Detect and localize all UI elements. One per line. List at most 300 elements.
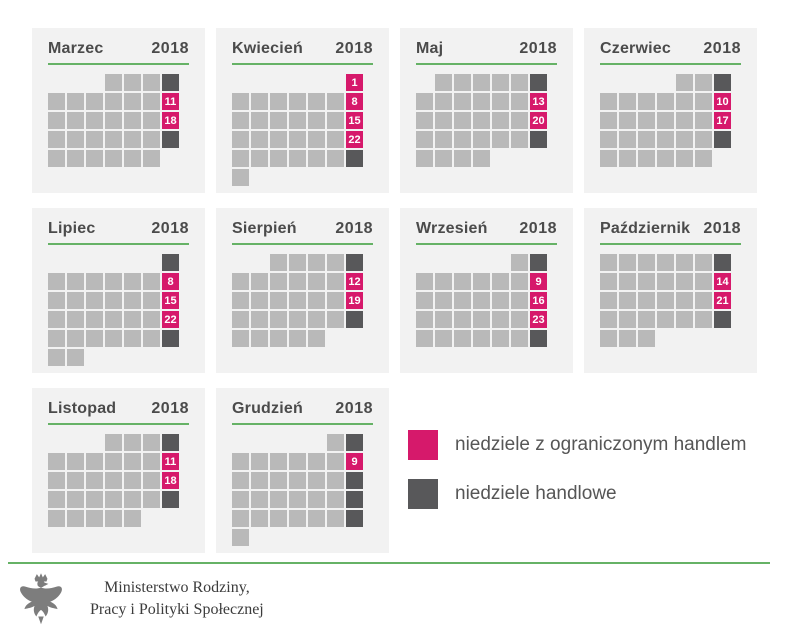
day-cell bbox=[657, 131, 674, 148]
day-cell bbox=[676, 112, 693, 129]
day-cell bbox=[619, 112, 636, 129]
day-cell bbox=[327, 453, 344, 470]
day-cell bbox=[289, 491, 306, 508]
calendar-week-row bbox=[600, 93, 741, 110]
sunday-restricted-cell: 16 bbox=[530, 292, 547, 309]
day-cell bbox=[600, 93, 617, 110]
calendar-week-row bbox=[232, 510, 373, 527]
day-cell bbox=[105, 131, 122, 148]
restricted-sunday-swatch-icon bbox=[408, 430, 438, 460]
day-cell bbox=[251, 131, 268, 148]
day-cell bbox=[48, 510, 65, 527]
day-cell bbox=[86, 453, 103, 470]
day-cell bbox=[492, 273, 509, 290]
day-cell bbox=[638, 131, 655, 148]
day-cell bbox=[492, 93, 509, 110]
day-cell bbox=[86, 131, 103, 148]
day-cell bbox=[695, 93, 712, 110]
day-cell bbox=[105, 112, 122, 129]
calendar-week-row bbox=[416, 93, 557, 110]
day-cell bbox=[619, 330, 636, 347]
sunday-restricted-cell: 10 bbox=[714, 93, 731, 110]
day-cell bbox=[143, 273, 160, 290]
sunday-restricted-cell: 8 bbox=[346, 93, 363, 110]
day-cell bbox=[251, 453, 268, 470]
day-cell bbox=[492, 74, 509, 91]
day-cell bbox=[289, 292, 306, 309]
day-cell bbox=[473, 292, 490, 309]
calendar-week-row bbox=[232, 453, 373, 470]
calendar-week-row bbox=[48, 150, 189, 167]
calendar-week-row bbox=[232, 93, 373, 110]
calendar-week-row bbox=[48, 510, 189, 527]
day-cell bbox=[695, 311, 712, 328]
day-cell bbox=[435, 273, 452, 290]
calendar-week-row bbox=[416, 74, 557, 91]
day-cell bbox=[251, 150, 268, 167]
day-cell bbox=[308, 491, 325, 508]
calendar-week-row bbox=[416, 273, 557, 290]
month-underline bbox=[232, 63, 373, 65]
sunday-restricted-cell: 18 bbox=[162, 112, 179, 129]
day-cell bbox=[251, 472, 268, 489]
month-year: 2018 bbox=[335, 40, 373, 57]
month-day-grid bbox=[416, 254, 557, 347]
day-cell bbox=[270, 292, 287, 309]
calendar-week-row bbox=[600, 74, 741, 91]
day-cell bbox=[86, 510, 103, 527]
day-cell bbox=[270, 472, 287, 489]
day-cell bbox=[600, 112, 617, 129]
sunday-restricted-cell: 9 bbox=[346, 453, 363, 470]
day-cell bbox=[416, 311, 433, 328]
day-cell bbox=[473, 330, 490, 347]
day-cell bbox=[416, 273, 433, 290]
month-header bbox=[48, 400, 189, 418]
day-cell bbox=[676, 93, 693, 110]
month-name: Październik bbox=[600, 220, 691, 237]
day-cell bbox=[105, 292, 122, 309]
day-cell bbox=[124, 472, 141, 489]
day-cell bbox=[124, 491, 141, 508]
month-header bbox=[600, 40, 741, 58]
footer-content bbox=[18, 572, 770, 626]
sunday-restricted-cell: 21 bbox=[714, 292, 731, 309]
day-cell bbox=[454, 330, 471, 347]
sunday-trading-cell bbox=[714, 131, 731, 148]
day-cell bbox=[289, 273, 306, 290]
day-cell bbox=[454, 112, 471, 129]
calendar-week-row bbox=[416, 131, 557, 148]
sunday-trading-cell bbox=[530, 254, 547, 271]
calendar-week-row bbox=[600, 112, 741, 129]
day-cell bbox=[232, 472, 249, 489]
day-cell bbox=[308, 292, 325, 309]
day-cell bbox=[105, 453, 122, 470]
day-cell bbox=[473, 311, 490, 328]
calendar-week-row bbox=[48, 131, 189, 148]
day-cell bbox=[327, 93, 344, 110]
day-cell bbox=[676, 273, 693, 290]
day-cell bbox=[105, 491, 122, 508]
day-cell bbox=[327, 510, 344, 527]
calendar-week-row bbox=[48, 74, 189, 91]
day-cell bbox=[232, 292, 249, 309]
calendar-week-row bbox=[232, 273, 373, 290]
day-cell bbox=[67, 93, 84, 110]
sunday-trading-cell bbox=[346, 434, 363, 451]
calendar-week-row bbox=[48, 330, 189, 347]
sunday-trading-cell bbox=[346, 472, 363, 489]
day-cell bbox=[416, 93, 433, 110]
day-cell bbox=[619, 131, 636, 148]
day-cell bbox=[638, 292, 655, 309]
day-cell bbox=[143, 131, 160, 148]
month-name: Kwiecień bbox=[232, 40, 303, 57]
ministry-name bbox=[90, 577, 264, 620]
day-cell bbox=[67, 349, 84, 366]
day-cell bbox=[270, 273, 287, 290]
month-card bbox=[400, 208, 573, 373]
month-day-grid bbox=[232, 434, 373, 546]
day-cell bbox=[308, 131, 325, 148]
day-cell bbox=[105, 330, 122, 347]
month-header bbox=[48, 220, 189, 238]
day-cell bbox=[143, 93, 160, 110]
day-cell bbox=[86, 150, 103, 167]
day-cell bbox=[600, 131, 617, 148]
day-cell bbox=[289, 510, 306, 527]
day-cell bbox=[676, 131, 693, 148]
day-cell bbox=[124, 93, 141, 110]
polish-eagle-emblem-icon bbox=[18, 572, 64, 626]
day-cell bbox=[676, 292, 693, 309]
day-cell bbox=[289, 112, 306, 129]
day-cell bbox=[232, 93, 249, 110]
month-underline bbox=[600, 63, 741, 65]
calendar-week-row bbox=[600, 330, 741, 347]
legend-restricted-label: niedziele z ograniczonym handlem bbox=[455, 434, 747, 455]
calendar-week-row bbox=[232, 330, 373, 347]
month-name: Lipiec bbox=[48, 220, 96, 237]
month-card bbox=[32, 208, 205, 373]
sunday-trading-cell bbox=[162, 330, 179, 347]
day-cell bbox=[473, 93, 490, 110]
day-cell bbox=[308, 472, 325, 489]
sunday-restricted-cell: 8 bbox=[162, 273, 179, 290]
day-cell bbox=[48, 150, 65, 167]
day-cell bbox=[48, 93, 65, 110]
day-cell bbox=[492, 292, 509, 309]
month-name: Marzec bbox=[48, 40, 104, 57]
day-cell bbox=[454, 150, 471, 167]
day-cell bbox=[232, 330, 249, 347]
calendar-week-row bbox=[232, 311, 373, 328]
sunday-trading-cell bbox=[162, 491, 179, 508]
day-cell bbox=[124, 131, 141, 148]
month-day-grid bbox=[232, 254, 373, 347]
day-cell bbox=[289, 311, 306, 328]
day-cell bbox=[638, 93, 655, 110]
day-cell bbox=[270, 131, 287, 148]
day-cell bbox=[251, 273, 268, 290]
calendar-week-row bbox=[232, 131, 373, 148]
day-cell bbox=[124, 273, 141, 290]
day-cell bbox=[435, 112, 452, 129]
day-cell bbox=[327, 491, 344, 508]
sunday-restricted-cell: 19 bbox=[346, 292, 363, 309]
day-cell bbox=[124, 510, 141, 527]
day-cell bbox=[124, 330, 141, 347]
day-cell bbox=[270, 93, 287, 110]
month-day-grid bbox=[416, 74, 557, 167]
month-day-grid bbox=[48, 434, 189, 527]
day-cell bbox=[251, 112, 268, 129]
day-cell bbox=[619, 150, 636, 167]
day-cell bbox=[511, 131, 528, 148]
day-cell bbox=[657, 254, 674, 271]
day-cell bbox=[67, 491, 84, 508]
month-day-grid bbox=[600, 254, 741, 347]
footer bbox=[8, 562, 770, 626]
day-cell bbox=[67, 150, 84, 167]
day-cell bbox=[48, 112, 65, 129]
day-cell bbox=[86, 330, 103, 347]
calendar-week-row bbox=[48, 434, 189, 451]
day-cell bbox=[600, 330, 617, 347]
day-cell bbox=[600, 150, 617, 167]
day-cell bbox=[600, 254, 617, 271]
sunday-restricted-cell: 23 bbox=[530, 311, 547, 328]
day-cell bbox=[600, 311, 617, 328]
day-cell bbox=[473, 74, 490, 91]
day-cell bbox=[511, 311, 528, 328]
day-cell bbox=[270, 112, 287, 129]
day-cell bbox=[86, 292, 103, 309]
calendar-week-row bbox=[600, 254, 741, 271]
month-card bbox=[400, 28, 573, 193]
trading-sunday-swatch-icon bbox=[408, 479, 438, 509]
month-day-grid bbox=[232, 74, 373, 186]
calendar-week-row bbox=[48, 292, 189, 309]
month-card bbox=[584, 28, 757, 193]
day-cell bbox=[67, 131, 84, 148]
legend-item-restricted bbox=[408, 430, 757, 460]
month-day-grid bbox=[48, 74, 189, 167]
day-cell bbox=[48, 453, 65, 470]
legend bbox=[408, 430, 757, 509]
calendar-week-row bbox=[600, 150, 741, 167]
day-cell bbox=[676, 311, 693, 328]
sunday-trading-cell bbox=[162, 74, 179, 91]
day-cell bbox=[695, 292, 712, 309]
sunday-restricted-cell: 9 bbox=[530, 273, 547, 290]
sunday-trading-cell bbox=[346, 311, 363, 328]
day-cell bbox=[86, 93, 103, 110]
month-year: 2018 bbox=[151, 40, 189, 57]
day-cell bbox=[454, 93, 471, 110]
calendar-week-row bbox=[416, 311, 557, 328]
month-name: Czerwiec bbox=[600, 40, 671, 57]
day-cell bbox=[619, 311, 636, 328]
day-cell bbox=[143, 74, 160, 91]
sunday-trading-cell bbox=[530, 74, 547, 91]
day-cell bbox=[327, 150, 344, 167]
day-cell bbox=[48, 330, 65, 347]
calendar-week-row bbox=[232, 74, 373, 91]
month-header bbox=[600, 220, 741, 238]
calendar-week-row bbox=[232, 292, 373, 309]
day-cell bbox=[67, 292, 84, 309]
day-cell bbox=[308, 311, 325, 328]
day-cell bbox=[105, 510, 122, 527]
day-cell bbox=[695, 112, 712, 129]
calendar-week-row bbox=[416, 330, 557, 347]
day-cell bbox=[232, 150, 249, 167]
day-cell bbox=[492, 112, 509, 129]
day-cell bbox=[638, 150, 655, 167]
day-cell bbox=[232, 510, 249, 527]
sunday-restricted-cell: 15 bbox=[346, 112, 363, 129]
day-cell bbox=[251, 510, 268, 527]
calendar-week-row bbox=[600, 311, 741, 328]
day-cell bbox=[600, 273, 617, 290]
day-cell bbox=[308, 254, 325, 271]
day-cell bbox=[124, 74, 141, 91]
calendar-week-row bbox=[48, 491, 189, 508]
day-cell bbox=[143, 330, 160, 347]
day-cell bbox=[86, 491, 103, 508]
day-cell bbox=[454, 74, 471, 91]
day-cell bbox=[416, 131, 433, 148]
month-year: 2018 bbox=[151, 400, 189, 417]
months-grid bbox=[32, 28, 757, 553]
month-header bbox=[232, 40, 373, 58]
month-header bbox=[48, 40, 189, 58]
day-cell bbox=[86, 273, 103, 290]
day-cell bbox=[270, 330, 287, 347]
sunday-restricted-cell: 14 bbox=[714, 273, 731, 290]
day-cell bbox=[492, 330, 509, 347]
day-cell bbox=[48, 273, 65, 290]
day-cell bbox=[232, 311, 249, 328]
day-cell bbox=[619, 93, 636, 110]
day-cell bbox=[638, 112, 655, 129]
day-cell bbox=[676, 74, 693, 91]
day-cell bbox=[251, 311, 268, 328]
calendar-week-row bbox=[48, 472, 189, 489]
day-cell bbox=[676, 150, 693, 167]
month-underline bbox=[232, 243, 373, 245]
day-cell bbox=[251, 491, 268, 508]
day-cell bbox=[657, 273, 674, 290]
calendar-week-row bbox=[232, 112, 373, 129]
month-name: Wrzesień bbox=[416, 220, 488, 237]
day-cell bbox=[327, 273, 344, 290]
day-cell bbox=[124, 311, 141, 328]
sunday-restricted-cell: 15 bbox=[162, 292, 179, 309]
day-cell bbox=[270, 453, 287, 470]
sunday-trading-cell bbox=[714, 74, 731, 91]
day-cell bbox=[473, 131, 490, 148]
day-cell bbox=[67, 453, 84, 470]
month-card bbox=[216, 28, 389, 193]
day-cell bbox=[232, 453, 249, 470]
month-year: 2018 bbox=[519, 40, 557, 57]
calendar-week-row bbox=[232, 491, 373, 508]
sunday-restricted-cell: 1 bbox=[346, 74, 363, 91]
sunday-restricted-cell: 12 bbox=[346, 273, 363, 290]
day-cell bbox=[327, 292, 344, 309]
day-cell bbox=[676, 254, 693, 271]
day-cell bbox=[105, 434, 122, 451]
day-cell bbox=[308, 150, 325, 167]
day-cell bbox=[48, 472, 65, 489]
sunday-restricted-cell: 13 bbox=[530, 93, 547, 110]
day-cell bbox=[67, 510, 84, 527]
month-card bbox=[32, 388, 205, 553]
day-cell bbox=[435, 131, 452, 148]
month-day-grid bbox=[48, 254, 189, 366]
day-cell bbox=[308, 330, 325, 347]
month-year: 2018 bbox=[703, 220, 741, 237]
month-underline bbox=[48, 63, 189, 65]
day-cell bbox=[105, 74, 122, 91]
day-cell bbox=[67, 472, 84, 489]
day-cell bbox=[232, 169, 249, 186]
calendar-week-row bbox=[232, 529, 373, 546]
month-header bbox=[416, 220, 557, 238]
sunday-restricted-cell: 22 bbox=[346, 131, 363, 148]
day-cell bbox=[48, 292, 65, 309]
month-underline bbox=[48, 423, 189, 425]
day-cell bbox=[124, 150, 141, 167]
day-cell bbox=[289, 254, 306, 271]
day-cell bbox=[454, 292, 471, 309]
day-cell bbox=[416, 150, 433, 167]
day-cell bbox=[327, 131, 344, 148]
sunday-trading-cell bbox=[346, 150, 363, 167]
calendar-week-row bbox=[600, 131, 741, 148]
day-cell bbox=[619, 292, 636, 309]
month-year: 2018 bbox=[151, 220, 189, 237]
day-cell bbox=[327, 112, 344, 129]
day-cell bbox=[143, 472, 160, 489]
ministry-name-line2: Pracy i Polityki Społecznej bbox=[90, 601, 264, 618]
day-cell bbox=[48, 491, 65, 508]
month-underline bbox=[600, 243, 741, 245]
sunday-trading-cell bbox=[162, 434, 179, 451]
day-cell bbox=[473, 150, 490, 167]
day-cell bbox=[105, 93, 122, 110]
calendar-week-row bbox=[600, 273, 741, 290]
month-card bbox=[216, 208, 389, 373]
day-cell bbox=[638, 330, 655, 347]
month-card bbox=[584, 208, 757, 373]
sunday-trading-cell bbox=[714, 311, 731, 328]
calendar-week-row bbox=[416, 292, 557, 309]
ministry-name-line1: Ministerstwo Rodziny, bbox=[104, 579, 250, 597]
day-cell bbox=[308, 93, 325, 110]
month-underline bbox=[416, 243, 557, 245]
day-cell bbox=[473, 112, 490, 129]
day-cell bbox=[67, 311, 84, 328]
day-cell bbox=[308, 273, 325, 290]
legend-item-trading bbox=[408, 479, 757, 509]
month-card bbox=[216, 388, 389, 553]
calendar-week-row bbox=[416, 254, 557, 271]
calendar-week-row bbox=[416, 112, 557, 129]
